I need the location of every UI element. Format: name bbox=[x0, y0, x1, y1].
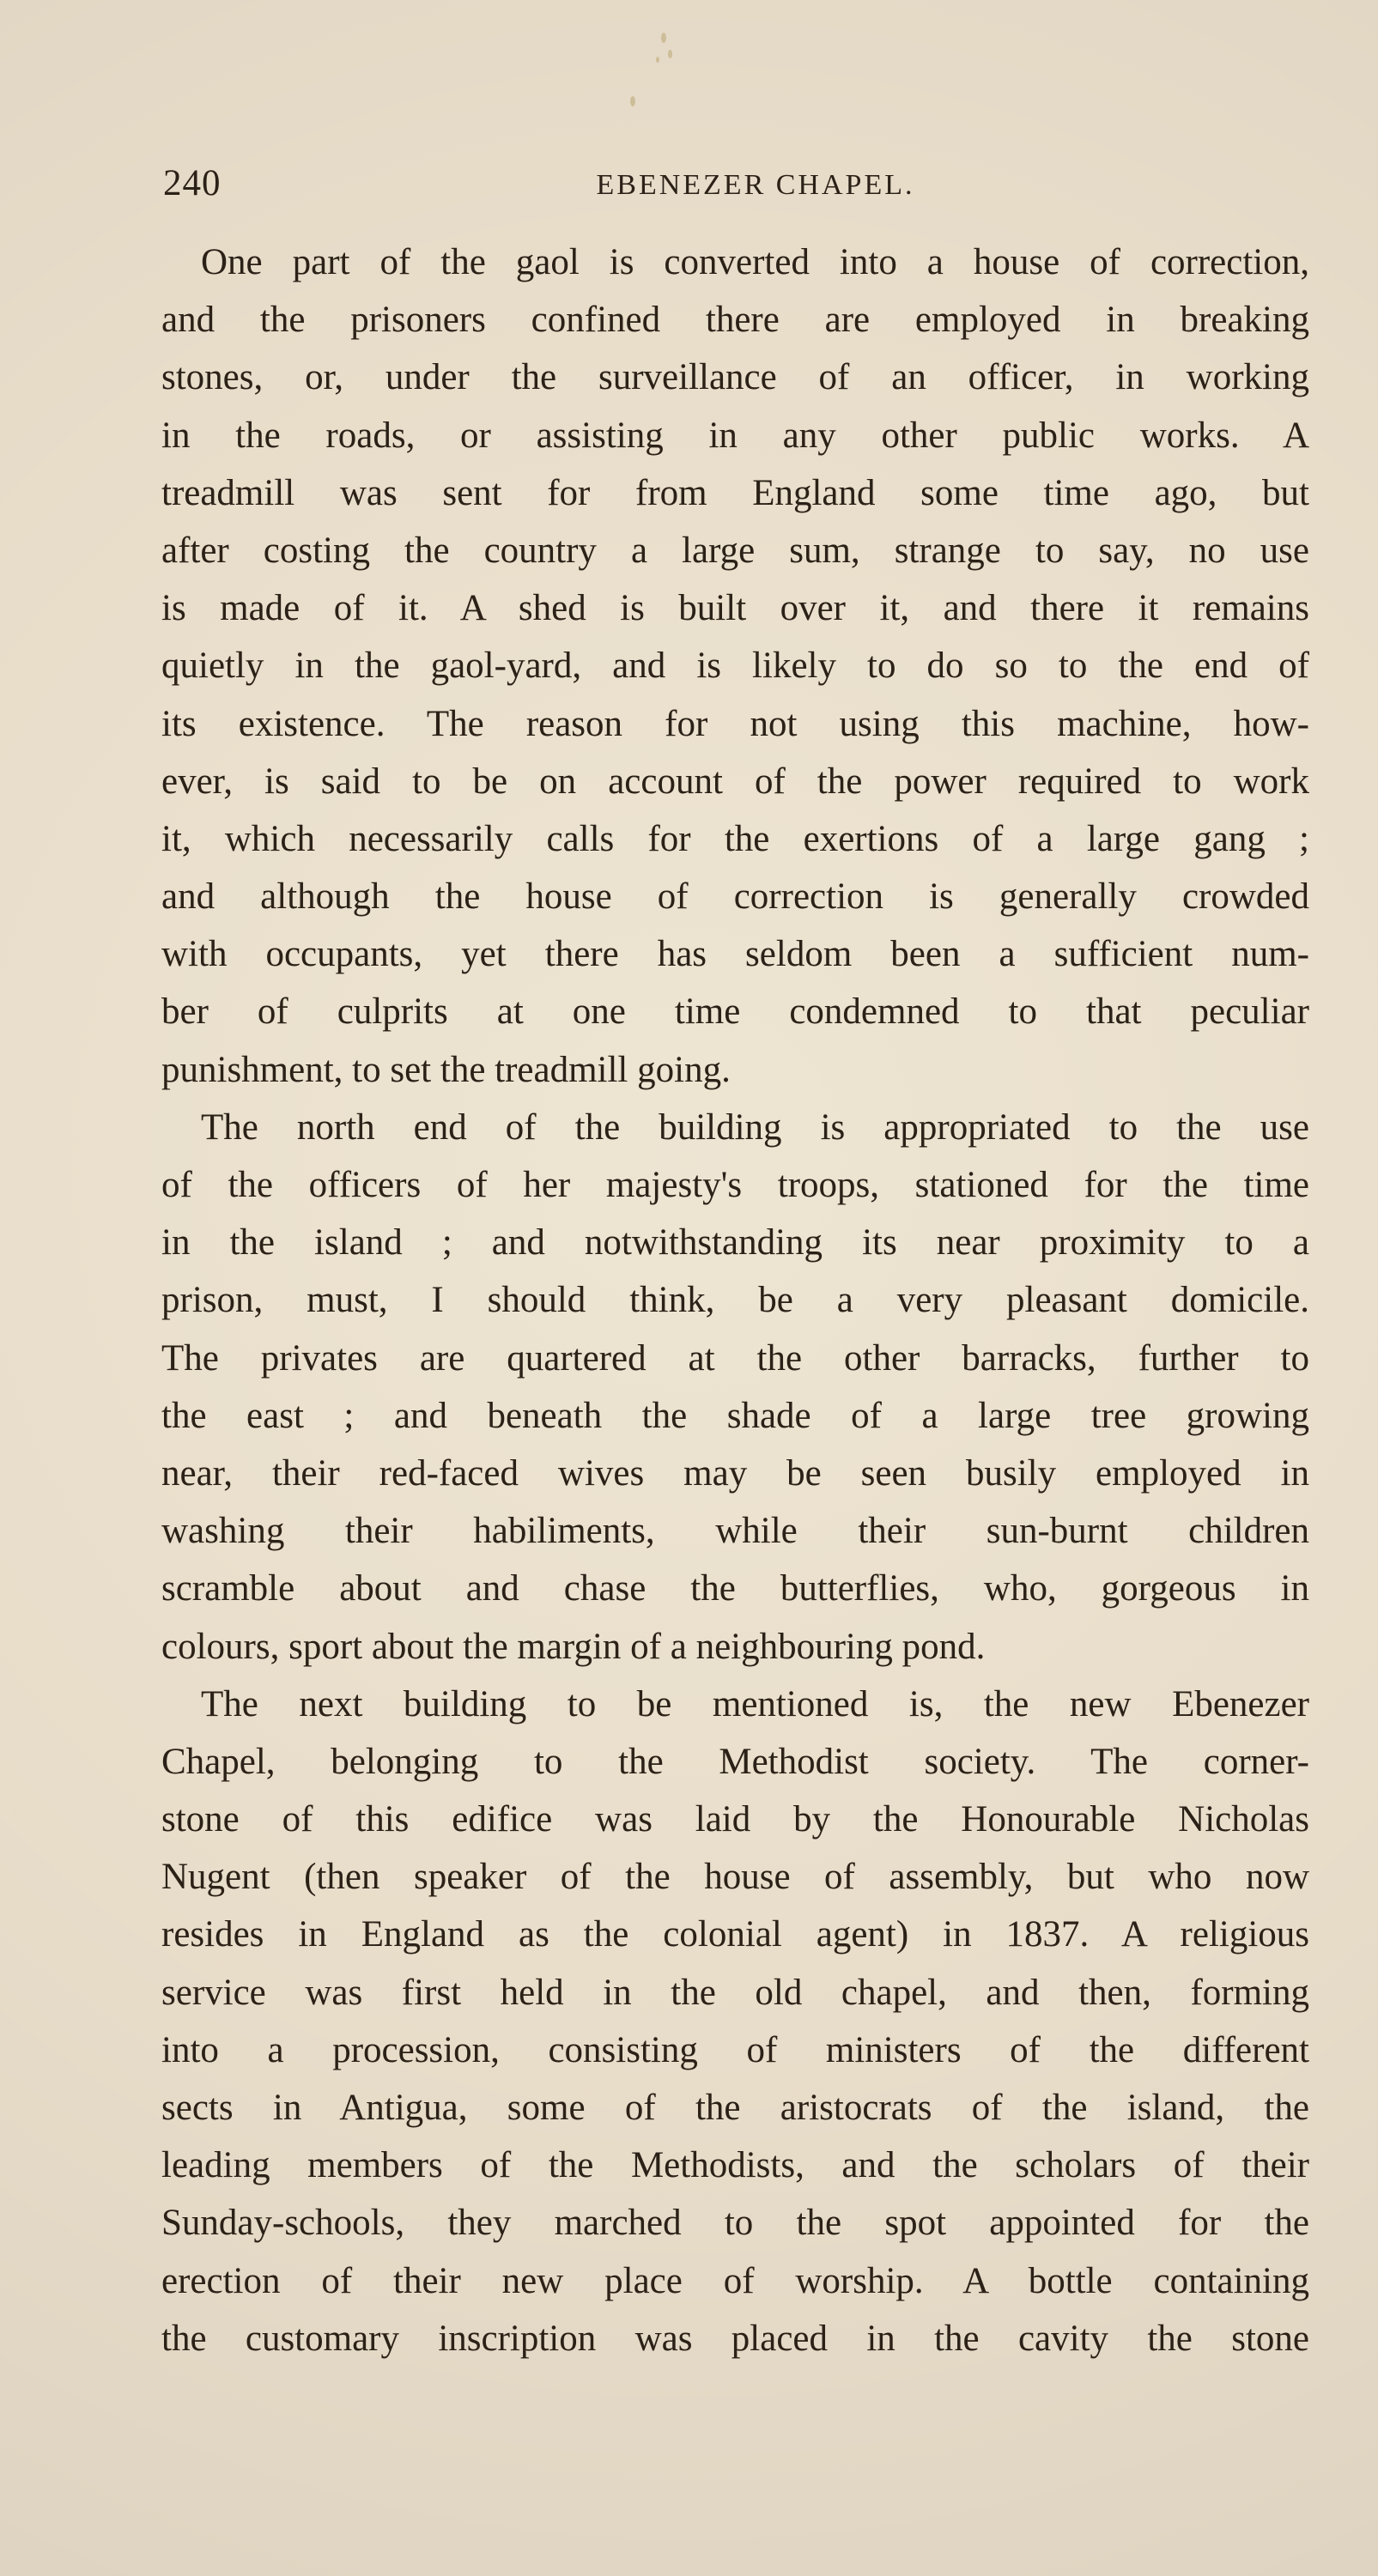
text-line: scramble about and chase the butterflies, who, gorgeous in bbox=[161, 1568, 1309, 1609]
text-line: it, which necessarily calls for the exertions of a large gang ; bbox=[161, 818, 1309, 859]
text-line: erection of their new place of worship. A bottle containing bbox=[161, 2260, 1309, 2301]
text-line: prison, must, I should think, be a very pleasant domicile. bbox=[161, 1280, 1309, 1321]
text-line: and the prisoners confined there are employed in breaking bbox=[161, 300, 1309, 341]
text-line: Chapel, belonging to the Methodist society. The corner- bbox=[161, 1741, 1309, 1782]
text-line: The north end of the building is appropriated to the use bbox=[201, 1106, 1309, 1148]
text-line: punishment, to set the treadmill going. bbox=[161, 1049, 731, 1090]
text-line: after costing the country a large sum, strange to say, no use bbox=[161, 530, 1309, 571]
text-line: stone of this edifice was laid by the Honourable Nicholas bbox=[161, 1799, 1309, 1840]
text-line: in the roads, or assisting in any other public works. A bbox=[161, 415, 1309, 456]
paper-speck bbox=[656, 57, 659, 63]
text-line: resides in England as the colonial agent) in 1837. A religious bbox=[161, 1914, 1309, 1955]
text-line: The privates are quartered at the other barracks, further to bbox=[161, 1337, 1309, 1379]
text-line: service was first held in the old chapel, and then, forming bbox=[161, 1972, 1309, 2013]
paper-speck bbox=[630, 96, 635, 106]
text-line: Sunday-schools, they marched to the spot appointed for the bbox=[161, 2203, 1309, 2244]
text-line: colours, sport about the margin of a neighbouring pond. bbox=[161, 1626, 986, 1667]
running-header bbox=[163, 160, 1296, 208]
text-line: ber of culprits at one time condemned to that peculiar bbox=[161, 991, 1309, 1033]
text-line: ever, is said to be on account of the power required to work bbox=[161, 761, 1309, 802]
text-line: into a procession, consisting of ministers of the different bbox=[161, 2029, 1309, 2070]
text-line: the customary inscription was placed in the cavity the stone bbox=[161, 2318, 1309, 2359]
text-line: Nugent (then speaker of the house of assembly, but who now bbox=[161, 1857, 1309, 1898]
text-line: treadmill was sent for from England some time ago, but bbox=[161, 472, 1309, 513]
text-line: stones, or, under the surveillance of an officer, in working bbox=[161, 357, 1309, 398]
text-line: in the island ; and notwithstanding its near proximity to a bbox=[161, 1222, 1309, 1264]
text-line: One part of the gaol is converted into a house of correction, bbox=[201, 242, 1309, 282]
text-line: leading members of the Methodists, and the scholars of their bbox=[161, 2145, 1309, 2186]
text-line: The next building to be mentioned is, the new Ebenezer bbox=[201, 1683, 1309, 1724]
text-line: of the officers of her majesty's troops, stationed for the time bbox=[161, 1165, 1309, 1205]
page-number: 240 bbox=[163, 163, 222, 203]
text-line: its existence. The reason for not using this machine, how- bbox=[161, 703, 1309, 744]
text-line: and although the house of correction is generally crowded bbox=[161, 876, 1309, 918]
text-line: quietly in the gaol-yard, and is likely to do so to the end of bbox=[161, 646, 1309, 687]
text-line: is made of it. A shed is built over it, and there it remains bbox=[161, 588, 1309, 629]
paper-speck bbox=[668, 50, 672, 58]
page-body bbox=[161, 233, 1309, 2367]
paper-speck bbox=[661, 33, 666, 43]
text-line: washing their habiliments, while their sun-burnt children bbox=[161, 1511, 1309, 1552]
text-line: sects in Antigua, some of the aristocrats of the island, the bbox=[161, 2088, 1309, 2128]
text-line: with occupants, yet there has seldom been a sufficient num- bbox=[161, 934, 1309, 975]
text-line: near, their red-faced wives may be seen busily employed in bbox=[161, 1452, 1309, 1494]
text-line: the east ; and beneath the shade of a large tree growing bbox=[161, 1395, 1309, 1436]
running-title: EBENEZER CHAPEL. bbox=[596, 169, 915, 201]
